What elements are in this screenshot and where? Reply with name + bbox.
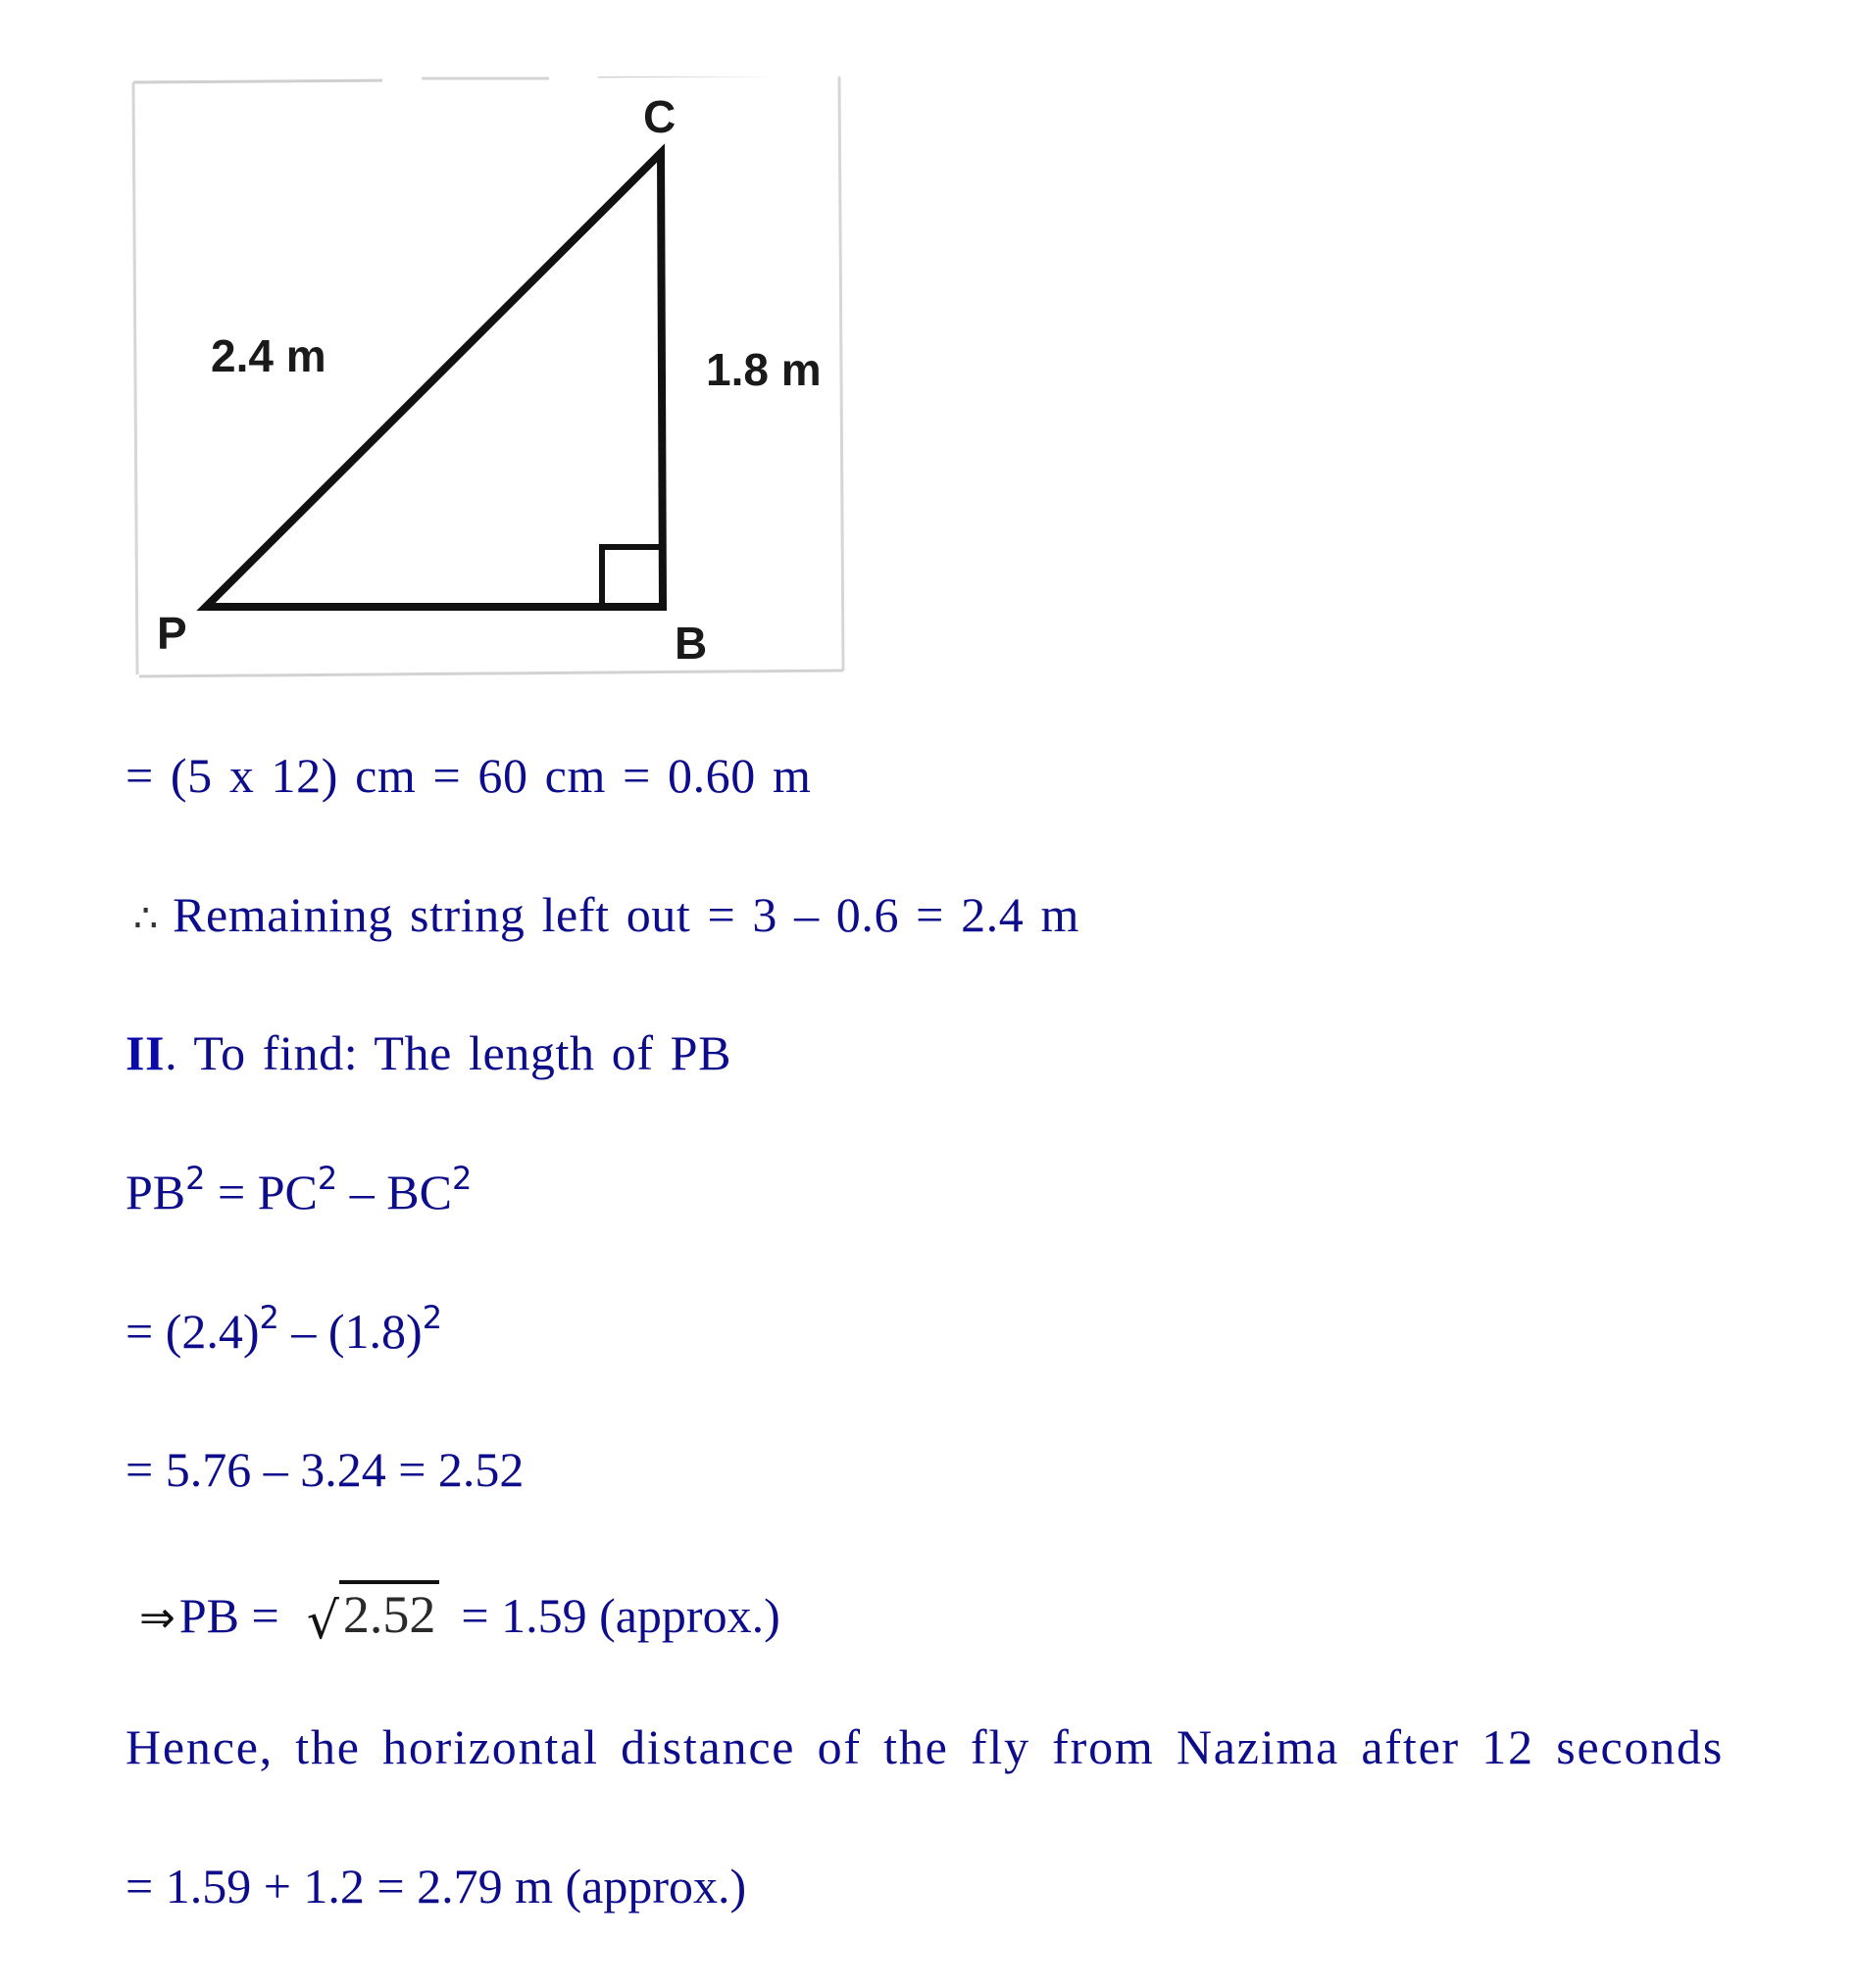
line-text: Remaining string left out = 3 – 0.6 = 2.4 m	[173, 887, 1079, 942]
exponent: 2	[317, 1160, 338, 1197]
solution-line-remaining-string	[133, 887, 1079, 942]
section-number: II	[125, 1025, 166, 1080]
solution-line-square-root	[129, 1580, 780, 1651]
line-text: = 5.76 – 3.24 = 2.52	[125, 1442, 525, 1497]
equals-sign: =	[205, 1165, 258, 1219]
lhs-pb: PB =	[178, 1588, 279, 1643]
term-bc: BC	[386, 1165, 452, 1219]
solution-line-arithmetic	[125, 1442, 525, 1497]
term-pc: PC	[257, 1165, 318, 1219]
solution-line-string-rolled	[125, 748, 812, 803]
solution-line-final-answer	[125, 1859, 747, 1913]
solution-line-conclusion	[125, 1719, 1725, 1774]
line-text: = 1.59 + 1.2 = 2.79 m (approx.)	[125, 1859, 747, 1913]
vertex-label-p: P	[157, 608, 187, 659]
square-root-expression	[306, 1580, 440, 1651]
solution-line-pythagoras	[125, 1160, 473, 1219]
minus-sign: –	[278, 1304, 328, 1359]
solution-line-to-find	[125, 1025, 732, 1080]
exponent: 2	[259, 1299, 279, 1336]
rhs-result: = 1.59 (approx.)	[461, 1588, 780, 1643]
implies-arrow-icon: ⇒	[139, 1593, 175, 1643]
radical-icon: √	[306, 1592, 339, 1651]
line-text: = (5 x 12) cm = 60 cm = 0.60 m	[125, 748, 812, 803]
vertical-side-length-label: 1.8 m	[706, 344, 822, 395]
term-1-8: (1.8)	[327, 1304, 423, 1359]
exponent: 2	[422, 1299, 443, 1336]
triangle-figure	[127, 76, 853, 680]
therefore-icon: ∴	[133, 896, 160, 941]
exponent: 2	[451, 1160, 473, 1197]
solution-line-substitution	[125, 1299, 443, 1359]
hypotenuse-length-label: 2.4 m	[211, 330, 326, 381]
minus-sign: –	[337, 1165, 387, 1219]
radicand: 2.52	[339, 1580, 440, 1641]
exponent: 2	[185, 1160, 206, 1197]
line-text: . To find: The length of PB	[165, 1025, 732, 1080]
vertex-label-c: C	[643, 91, 677, 142]
term-pb: PB	[125, 1165, 186, 1219]
equals-sign: =	[125, 1304, 166, 1359]
vertex-label-b: B	[675, 618, 708, 669]
term-2-4: (2.4)	[165, 1304, 260, 1359]
line-text: Hence, the horizontal distance of the fly from Nazima after 12 seconds	[125, 1719, 1725, 1774]
